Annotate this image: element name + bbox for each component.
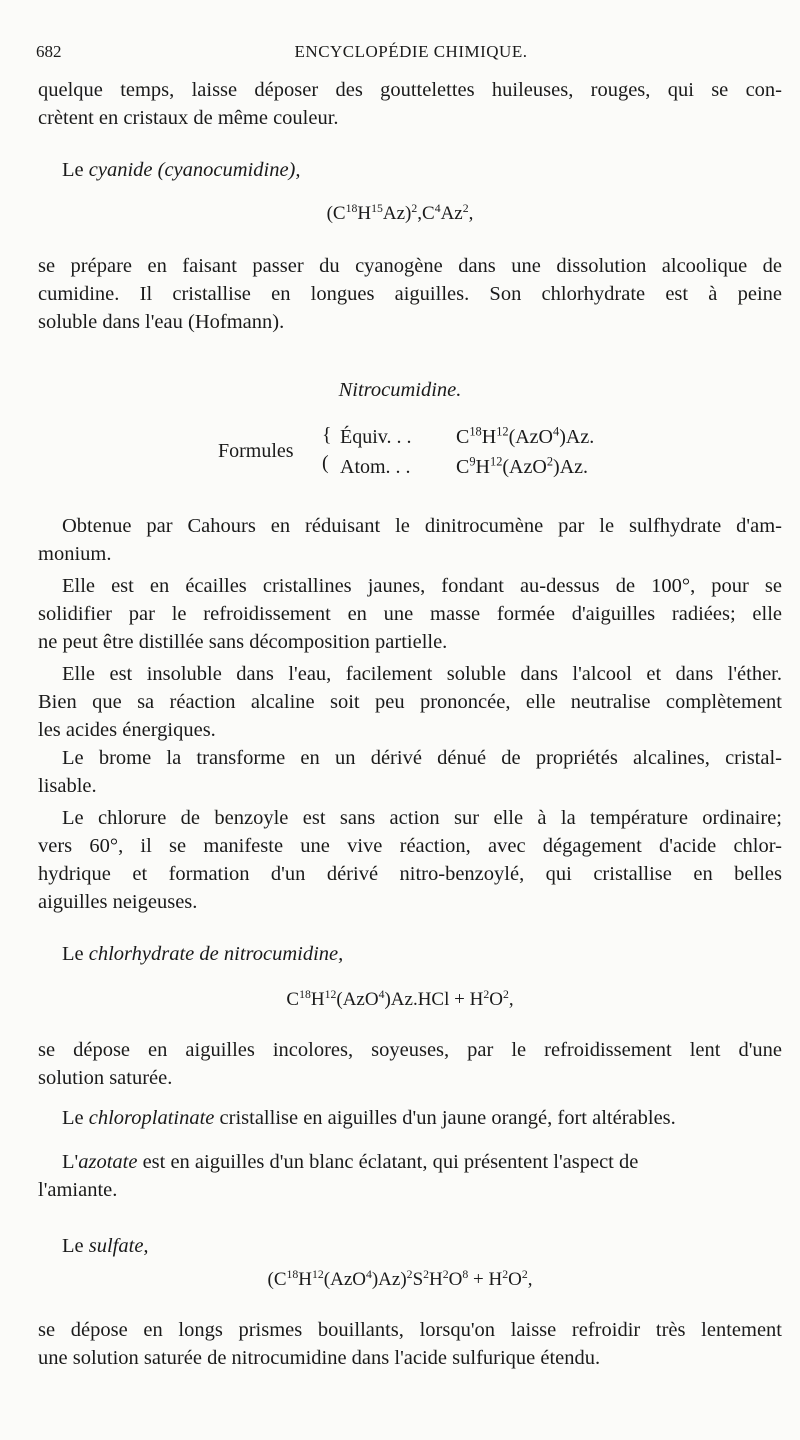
text-line: les acides énergiques. — [38, 719, 216, 741]
running-title: ENCYCLOPÉDIE CHIMIQUE. — [294, 42, 528, 61]
text-span: Le — [62, 1235, 89, 1257]
text-span: Le — [62, 159, 89, 181]
text-line: aiguilles neigeuses. — [38, 891, 198, 913]
f: 2 — [502, 987, 509, 1001]
f: S — [412, 1269, 424, 1290]
f: 2 — [442, 1267, 449, 1281]
text-line: vers 60°, il se manifeste une vive réaction, avec dégagement d'acide chlor- — [38, 835, 782, 857]
f: 2 — [406, 1267, 413, 1281]
text-line: Obtenue par Cahours en réduisant le dinitrocumène par le sulfhydrate d'am- — [62, 515, 782, 537]
chlorhydrate-formula — [0, 986, 800, 1014]
f: 12 — [496, 424, 509, 439]
sulfate-formula — [0, 1266, 800, 1294]
compound-name: azotate — [78, 1151, 138, 1173]
f: C — [456, 456, 470, 478]
f: 2 — [423, 1267, 430, 1281]
f: H — [475, 456, 490, 478]
text-line: solution saturée. — [38, 1067, 173, 1089]
text-line: soluble dans l'eau (Hofmann). — [38, 311, 285, 333]
f: 4 — [553, 424, 560, 439]
f: H — [357, 203, 372, 224]
chlorhydrate-intro — [62, 940, 782, 968]
cyanide-formula — [0, 200, 800, 228]
f: 8 — [462, 1267, 469, 1281]
compound-name: chlorhydrate de nitrocumidine, — [88, 943, 344, 965]
f: (AzO — [336, 989, 379, 1010]
f: , — [468, 203, 474, 224]
brace-icon: { — [322, 424, 332, 446]
equiv-formula — [456, 426, 594, 449]
f: 12 — [324, 987, 337, 1001]
text-line: solidifier par le refroidissement en une masse formée d'aiguilles radiées; elle — [38, 603, 782, 625]
equiv-label: Équiv. . . — [340, 426, 412, 448]
f: H — [310, 989, 325, 1010]
cyanide-intro — [62, 156, 782, 184]
text-span: cristallise en aiguilles d'un jaune orangé, fort altérables. — [214, 1107, 676, 1129]
f: (AzO — [502, 456, 547, 478]
f: , — [527, 1269, 533, 1290]
text-line: se dépose en aiguilles incolores, soyeuses, par le refroidissement lent d'une — [38, 1039, 782, 1061]
text-line: Bien que sa réaction alcaline soit peu prononcée, elle neutralise complètement — [38, 691, 782, 713]
f: Az) — [382, 203, 412, 224]
f: )Az. — [553, 456, 589, 478]
f: 4 — [365, 1267, 372, 1281]
f: H — [298, 1269, 312, 1290]
f: ,C — [417, 203, 435, 224]
f: 18 — [286, 1267, 299, 1281]
text-line: une solution saturée de nitrocumidine dans l'acide sulfurique étendu. — [38, 1347, 601, 1369]
f: 2 — [483, 987, 490, 1001]
compound-name: chloroplatinate — [88, 1107, 215, 1129]
f: 18 — [299, 987, 311, 1001]
f: (C — [267, 1269, 287, 1290]
f: 12 — [312, 1267, 324, 1281]
text-line: monium. — [38, 543, 112, 565]
f: H — [481, 426, 497, 448]
text-line: se prépare en faisant passer du cyanogène dans une dissolution alcoolique de — [38, 255, 782, 277]
text-line: Elle est insoluble dans l'eau, facilement soluble dans l'alcool et dans l'éther. — [62, 663, 782, 685]
compound-name: cyanide — [88, 159, 153, 181]
compound-alt-name: (cyanocumidine), — [157, 159, 301, 181]
page-number: 682 — [36, 42, 62, 61]
section-heading: Nitrocumidine. — [338, 379, 462, 401]
f: 4 — [434, 201, 441, 215]
f: 18 — [345, 201, 358, 215]
f: )Az) — [371, 1269, 407, 1290]
text-line: crètent en cristaux de même couleur. — [38, 107, 339, 129]
text-span: Le — [62, 943, 89, 965]
f: )Az.HCl + H — [384, 989, 484, 1010]
compound-name: sulfate, — [88, 1235, 149, 1257]
text-line: cumidine. Il cristallise en longues aiguilles. Son chlorhydrate est à peine — [38, 283, 782, 305]
formulas-label: Formules — [218, 440, 294, 462]
atom-formula — [456, 456, 588, 479]
page-header — [36, 38, 786, 66]
f: 4 — [378, 987, 385, 1001]
f: O — [448, 1269, 463, 1290]
f: (AzO — [323, 1269, 366, 1290]
text-span: L' — [62, 1151, 79, 1173]
sulfate-intro — [62, 1232, 782, 1260]
f: O — [489, 989, 503, 1010]
text-line: se dépose en longs prismes bouillants, lorsqu'on laisse refroidir très lentement — [38, 1319, 782, 1341]
f: 15 — [371, 201, 383, 215]
text-line: Le chlorure de benzoyle est sans action sur elle à la température ordinaire; — [62, 807, 782, 829]
text-line: l'amiante. — [38, 1179, 118, 1201]
f: 2 — [411, 201, 418, 215]
f: 2 — [521, 1267, 528, 1281]
text-line: ne peut être distillée sans décomposition partielle. — [38, 631, 448, 653]
text-span: Le — [62, 1107, 89, 1129]
f: + H — [468, 1269, 503, 1290]
f: 2 — [546, 454, 554, 469]
text-line: hydrique et formation d'un dérivé nitro-benzoylé, qui cristallise en belles — [38, 863, 782, 885]
f: C — [286, 989, 300, 1010]
f: C — [456, 426, 470, 448]
f: (AzO — [508, 426, 554, 448]
f: )Az. — [559, 426, 595, 448]
f: H — [429, 1269, 443, 1290]
f: O — [508, 1269, 522, 1290]
f: 12 — [490, 454, 503, 469]
text-span: est en aiguilles d'un blanc éclatant, qui présentent l'aspect de — [137, 1151, 639, 1173]
text-line: lisable. — [38, 775, 97, 797]
f: 18 — [469, 424, 482, 439]
text-line: Elle est en écailles cristallines jaunes, fondant au-dessus de 100°, pour se — [62, 575, 782, 597]
f: 2 — [462, 201, 469, 215]
f: 9 — [469, 454, 476, 469]
brace-icon: ( — [322, 452, 329, 474]
f: (C — [326, 203, 346, 224]
f: 2 — [502, 1267, 509, 1281]
azotate-line — [62, 1148, 782, 1176]
f: , — [508, 989, 514, 1010]
atom-label: Atom. . . — [340, 456, 411, 478]
chloroplatinate-line — [62, 1104, 782, 1132]
f: Az — [440, 203, 463, 224]
text-line: quelque temps, laisse déposer des gouttelettes huileuses, rouges, qui se con- — [38, 79, 782, 101]
text-line: Le brome la transforme en un dérivé dénué de propriétés alcalines, cristal- — [62, 747, 782, 769]
